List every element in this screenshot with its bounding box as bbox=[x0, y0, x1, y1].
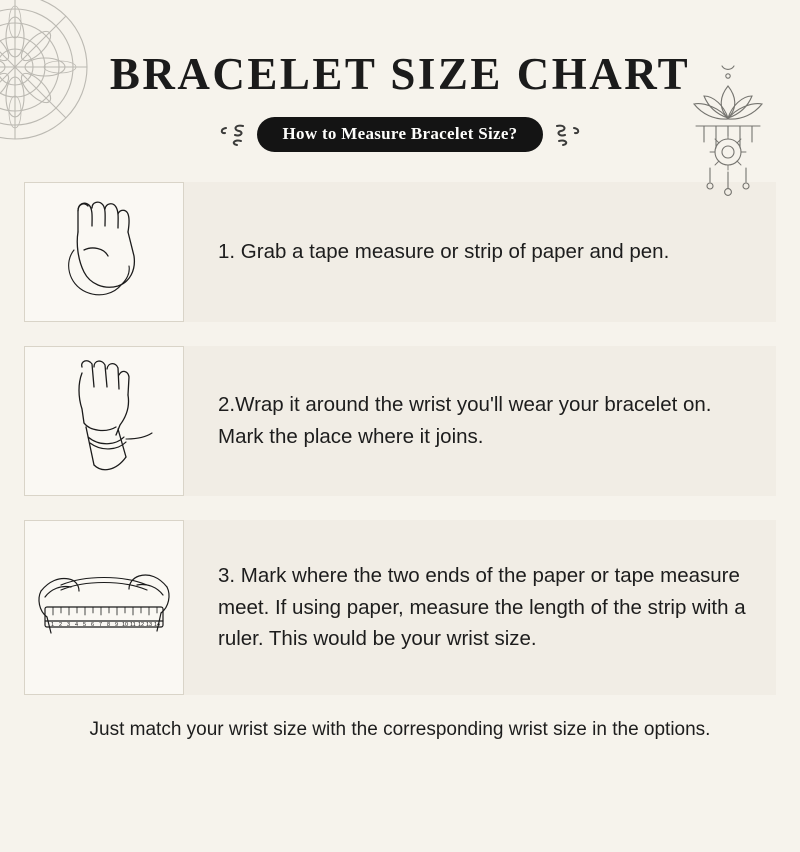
step-figure bbox=[24, 346, 184, 496]
step-item bbox=[24, 346, 776, 496]
svg-text:5: 5 bbox=[83, 621, 87, 628]
svg-text:6: 6 bbox=[91, 621, 95, 628]
step-item bbox=[24, 520, 776, 695]
svg-text:2: 2 bbox=[59, 621, 63, 628]
svg-text:13: 13 bbox=[146, 621, 153, 628]
step-text: 1. Grab a tape measure or strip of paper and pen. bbox=[218, 240, 670, 264]
step-text: 2.Wrap it around the wrist you'll wear your bracelet on. Mark the place where it joins. bbox=[218, 393, 712, 448]
mandala-ornament bbox=[0, 0, 100, 152]
subtitle-pill: How to Measure Bracelet Size? bbox=[257, 117, 544, 152]
step-text: 3. Mark where the two ends of the paper or tape measure meet. If using paper, measure the length of the strip with a ruler. This would be your wrist size. bbox=[218, 563, 746, 651]
svg-text:14: 14 bbox=[154, 621, 161, 628]
svg-text:9: 9 bbox=[115, 621, 119, 628]
wrist-wrapped-with-tape-illustration bbox=[34, 353, 174, 489]
svg-text:11: 11 bbox=[130, 621, 136, 628]
lotus-ornament bbox=[680, 56, 776, 206]
svg-text:7: 7 bbox=[99, 621, 103, 628]
svg-text:1: 1 bbox=[51, 621, 55, 628]
bracelet-size-chart-page bbox=[0, 49, 800, 852]
step-item bbox=[24, 182, 776, 322]
step-figure bbox=[24, 520, 184, 695]
svg-text:3: 3 bbox=[67, 621, 71, 628]
step-figure bbox=[24, 182, 184, 322]
footer-note: Just match your wrist size with the corresponding wrist size in the options. bbox=[89, 719, 711, 740]
svg-text:4: 4 bbox=[75, 621, 79, 628]
hand-with-tape-measure-illustration bbox=[34, 188, 174, 316]
steps-list bbox=[0, 182, 800, 695]
svg-text:12: 12 bbox=[138, 621, 145, 628]
page-title: BRACELET SIZE CHART bbox=[109, 49, 691, 99]
measuring-strip-with-ruler-illustration bbox=[31, 533, 177, 683]
svg-text:10: 10 bbox=[122, 621, 129, 628]
swirl-flourish-icon bbox=[553, 122, 583, 148]
swirl-flourish-icon bbox=[217, 122, 247, 148]
svg-text:8: 8 bbox=[107, 621, 111, 628]
